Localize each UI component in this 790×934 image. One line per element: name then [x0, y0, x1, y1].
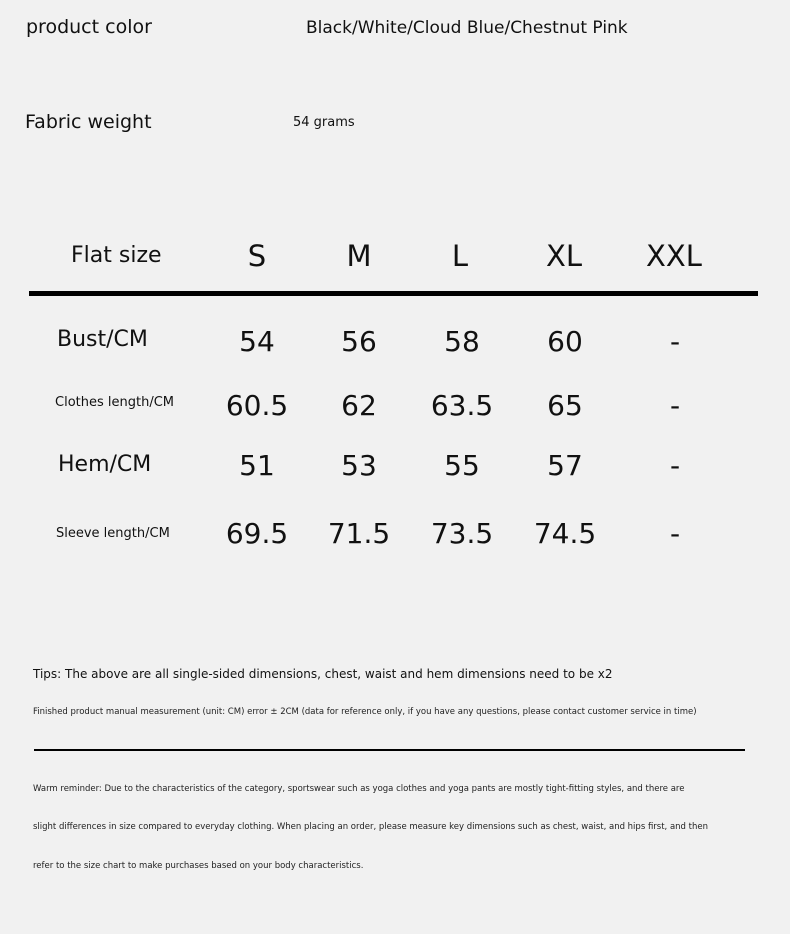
fabric-weight-label: Fabric weight	[25, 111, 152, 133]
cell: -	[669, 517, 681, 550]
fabric-weight-value: 54 grams	[293, 115, 355, 130]
cell: -	[669, 325, 681, 358]
flat-size-header: Flat size	[71, 243, 162, 268]
cell: -	[669, 449, 681, 482]
warm-reminder-line-1: Warm reminder: Due to the characteristics of the category, sportswear such as yoga clothes and yoga pants are mostly tight-fitting styles, and there are	[33, 784, 685, 794]
size-header-xl: XL	[545, 239, 583, 273]
cell: 53	[341, 449, 377, 482]
row-label: Hem/CM	[58, 452, 152, 477]
row-label: Bust/CM	[57, 327, 148, 352]
measurement-note: Finished product manual measurement (unit: CM) error ± 2CM (data for reference only, if you have any questions, please contact customer service in time)	[33, 707, 697, 717]
cell: 60.5	[225, 389, 289, 422]
cell: 56	[341, 325, 377, 358]
size-header-xxl: XXL	[646, 239, 702, 273]
cell: 69.5	[225, 517, 289, 550]
cell: 65	[547, 389, 583, 422]
cell: 57	[547, 449, 583, 482]
cell: 73.5	[430, 517, 494, 550]
product-color-label: product color	[26, 16, 152, 38]
warm-reminder-line-3: refer to the size chart to make purchases based on your body characteristics.	[33, 861, 364, 871]
cell: 62	[341, 389, 377, 422]
cell: 63.5	[430, 389, 494, 422]
size-header-s: S	[247, 239, 267, 273]
product-color-value: Black/White/Cloud Blue/Chestnut Pink	[306, 18, 628, 38]
row-label: Sleeve length/CM	[56, 526, 170, 541]
cell: 54	[239, 325, 275, 358]
header-divider	[29, 291, 758, 296]
cell: 51	[239, 449, 275, 482]
cell: 58	[444, 325, 480, 358]
cell: 71.5	[327, 517, 391, 550]
tips-text: Tips: The above are all single-sided dimensions, chest, waist and hem dimensions need to be x2	[33, 667, 613, 681]
notes-divider	[34, 749, 745, 751]
size-header-m: M	[346, 239, 372, 273]
row-label: Clothes length/CM	[55, 395, 174, 410]
cell: 55	[444, 449, 480, 482]
cell: -	[669, 389, 681, 422]
warm-reminder-line-2: slight differences in size compared to everyday clothing. When placing an order, please measure key dimensions such as chest, waist, and hips first, and then	[33, 822, 708, 832]
cell: 60	[547, 325, 583, 358]
size-header-l: L	[451, 239, 469, 273]
cell: 74.5	[533, 517, 597, 550]
